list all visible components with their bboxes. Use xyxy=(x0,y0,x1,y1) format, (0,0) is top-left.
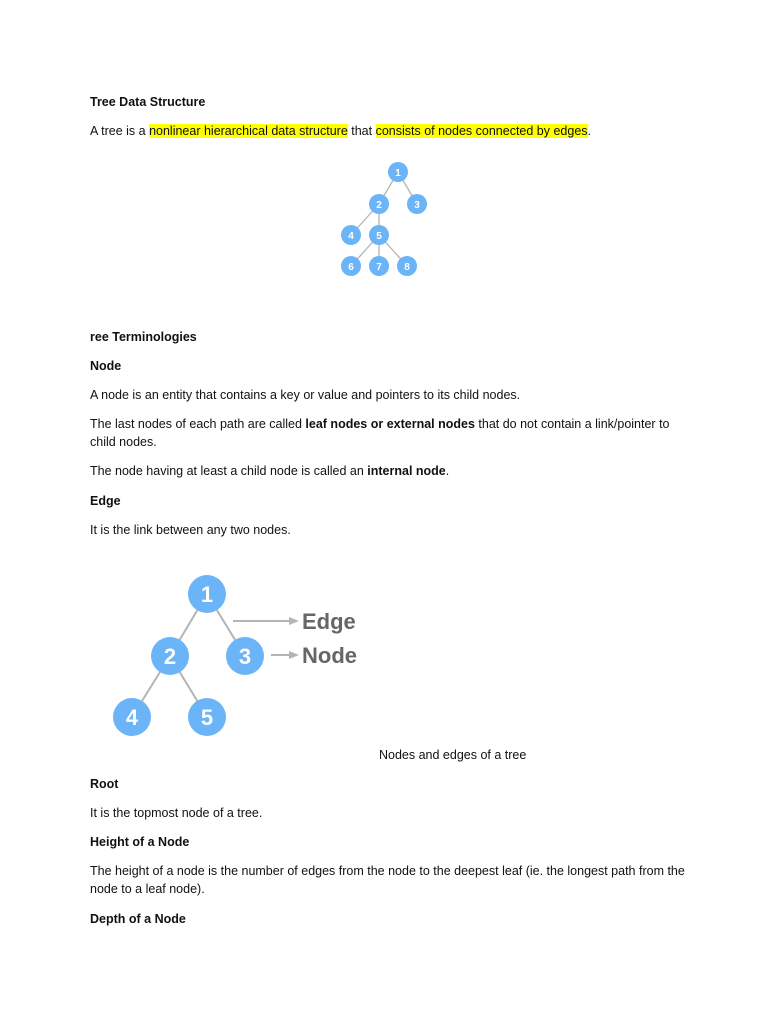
tree-node-label-1: 1 xyxy=(395,168,401,179)
intro-highlight-2: consists of nodes connected by edges xyxy=(375,124,588,138)
tree-node-label-4: 4 xyxy=(348,231,354,242)
node-p3-text-a: The node having at least a child node is called an xyxy=(90,464,368,478)
tree-node-label-5: 5 xyxy=(200,705,214,730)
intro-text-1: A tree is a xyxy=(90,124,150,138)
node-paragraph-2 xyxy=(90,415,690,451)
edge-paragraph-1: It is the link between any two nodes. xyxy=(90,523,291,537)
tree-node-label-2: 2 xyxy=(163,644,177,669)
tree-node-label-1: 1 xyxy=(200,582,214,607)
intro-text-3: . xyxy=(587,124,592,138)
tree-node-label-4: 4 xyxy=(125,705,139,730)
terminologies-heading: ree Terminologies xyxy=(90,330,197,344)
tree-node-label-7: 7 xyxy=(376,262,382,273)
tree-diagram-small xyxy=(330,158,440,283)
page-title: Tree Data Structure xyxy=(90,95,206,109)
height-heading: Height of a Node xyxy=(90,835,190,849)
node-p3-text-c: . xyxy=(445,464,450,478)
node-p2-text-a: The last nodes of each path are called xyxy=(90,417,306,431)
root-paragraph-1: It is the topmost node of a tree. xyxy=(90,806,263,820)
tree-node-label-5: 5 xyxy=(376,231,382,242)
height-paragraph-1: The height of a node is the number of edges from the node to the deepest leaf (ie. the longest path from the node to a leaf node). xyxy=(90,864,685,896)
tree-node-label-3: 3 xyxy=(238,644,252,669)
depth-heading: Depth of a Node xyxy=(90,912,186,926)
node-heading: Node xyxy=(90,359,122,373)
node-p3-bold: internal node xyxy=(367,464,446,478)
tree-node-label-6: 6 xyxy=(348,262,354,273)
intro-text-2: that xyxy=(347,124,376,138)
node-paragraph-1: A node is an entity that contains a key or value and pointers to its child nodes. xyxy=(90,388,521,402)
node-p2-text-c: that do not contain a link/pointer to child nodes. xyxy=(90,417,670,449)
tree-node-label-2: 2 xyxy=(376,200,382,211)
edge-heading: Edge xyxy=(90,494,121,508)
node-paragraph-3 xyxy=(90,462,449,480)
arrow-right-icon xyxy=(289,617,299,625)
edge-label: Edge xyxy=(302,609,356,634)
intro-highlight-1: nonlinear hierarchical data structure xyxy=(149,124,348,138)
intro-paragraph xyxy=(90,122,591,140)
node-p2-bold: leaf nodes or external nodes xyxy=(305,417,475,431)
tree-node-label-8: 8 xyxy=(404,262,410,273)
arrow-right-icon xyxy=(289,651,299,659)
tree-diagram-large xyxy=(105,568,375,743)
node-label: Node xyxy=(302,643,357,668)
figure-caption: Nodes and edges of a tree xyxy=(379,748,527,762)
tree-node-label-3: 3 xyxy=(414,200,420,211)
root-heading: Root xyxy=(90,777,119,791)
